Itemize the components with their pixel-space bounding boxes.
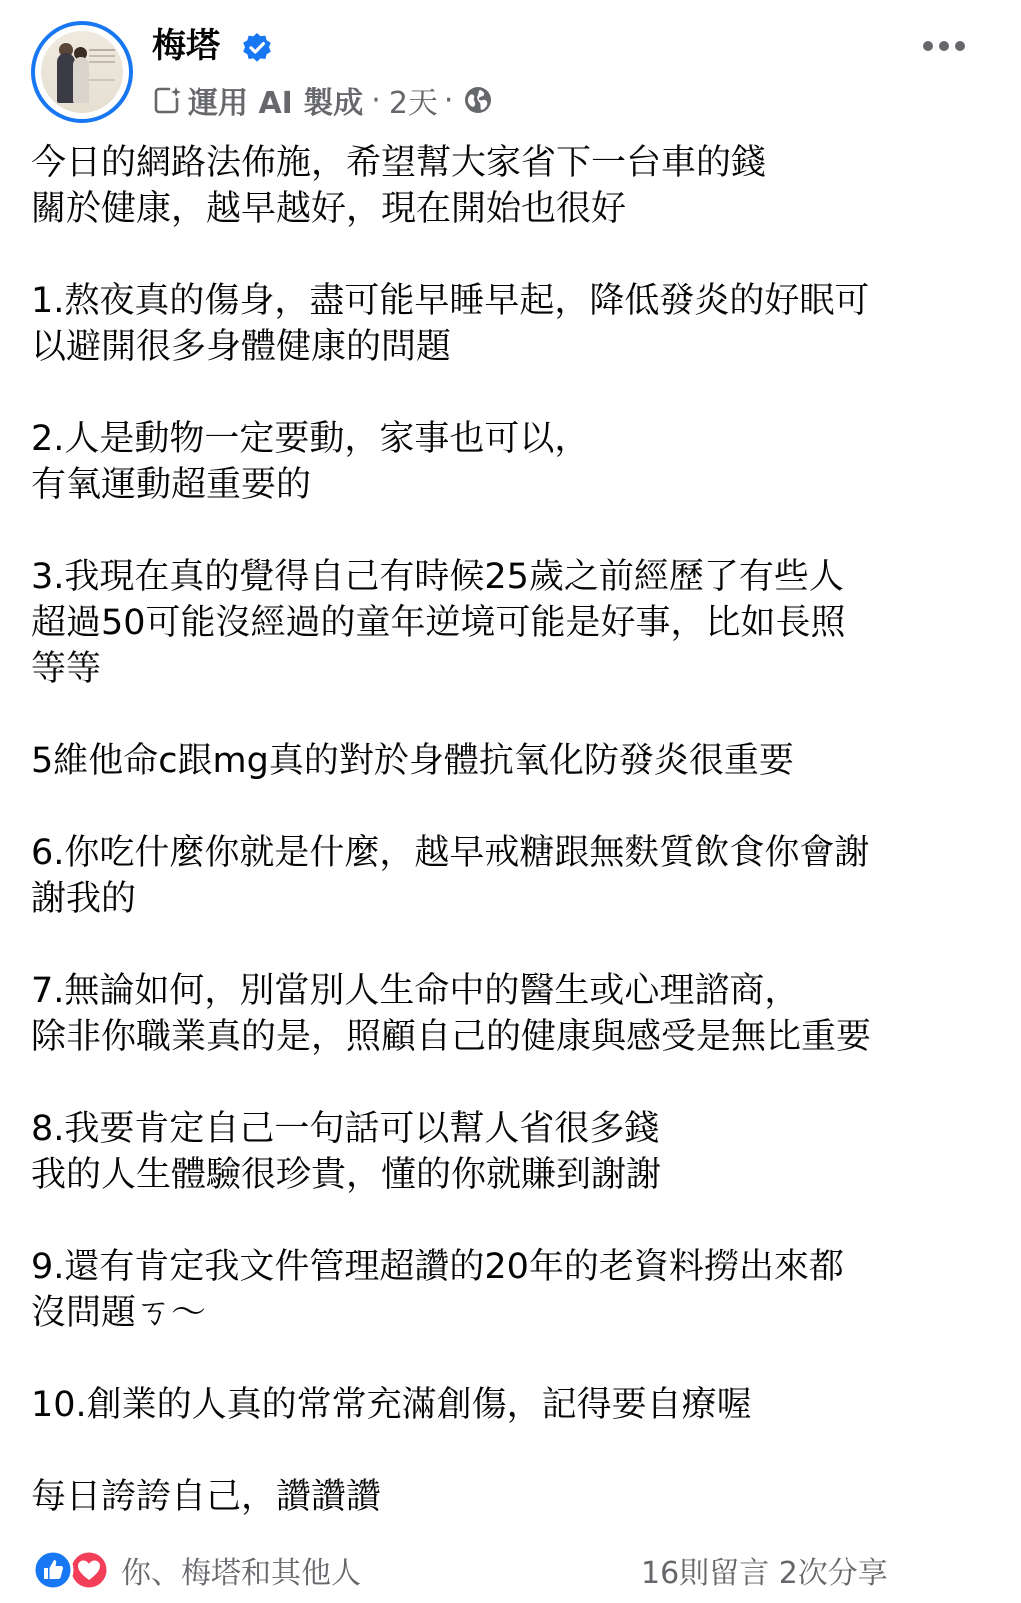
post-paragraph <box>31 830 991 922</box>
post-line: 我的人生體驗很珍貴，懂的你就賺到謝謝 <box>31 1155 662 1195</box>
post-line: 除非你職業真的是，照顧自己的健康與感受是無比重要 <box>31 1017 872 1057</box>
author-avatar[interactable] <box>31 21 133 123</box>
post-footer <box>31 1536 991 1596</box>
post-line: 有氧運動超重要的 <box>31 465 312 505</box>
post-paragraph <box>31 1106 991 1198</box>
post-line: 1.熬夜真的傷身，盡可能早睡早起，降低發炎的好眠可 <box>31 281 870 321</box>
like-reaction-icon <box>34 1551 72 1589</box>
comments-shares-count[interactable]: 16則留言 2次分享 <box>641 1556 888 1591</box>
more-options-icon[interactable] <box>920 34 968 58</box>
post-paragraph <box>31 968 991 1060</box>
post-line: 超過50可能沒經過的童年逆境可能是好事，比如長照 <box>31 603 846 643</box>
post-time[interactable]: 2天 <box>388 86 438 121</box>
post-header <box>0 0 1021 140</box>
post-line: 等等 <box>31 649 102 689</box>
post-line: 2.人是動物一定要動，家事也可以， <box>31 419 590 459</box>
post-paragraph <box>31 738 991 784</box>
meta-separator: · <box>443 82 454 118</box>
post-line: 6.你吃什麼你就是什麼，越早戒糖跟無麩質飲食你會謝 <box>31 833 870 873</box>
post-paragraph <box>31 1474 991 1520</box>
post-line: 以避開很多身體健康的問題 <box>31 327 452 367</box>
author-name[interactable]: 梅塔 <box>152 26 220 66</box>
post-line: 5維他命c跟mg真的對於身體抗氧化防發炎很重要 <box>31 741 794 781</box>
globe-icon[interactable] <box>463 85 493 115</box>
ai-content-icon <box>152 84 184 116</box>
post-meta <box>152 80 493 120</box>
post-line: 8.我要肯定自己一句話可以幫人省很多錢 <box>31 1109 660 1149</box>
avatar-photo <box>41 31 123 113</box>
post-line: 謝我的 <box>31 879 137 919</box>
verified-badge-icon <box>241 32 273 64</box>
post-paragraph <box>31 1244 991 1336</box>
post-paragraph <box>31 140 991 232</box>
post-line: 10.創業的人真的常常充滿創傷，記得要自療喔 <box>31 1385 752 1425</box>
reactions-text[interactable]: 你、梅塔和其他人 <box>121 1556 361 1591</box>
post-paragraph <box>31 1382 991 1428</box>
post-line: 7.無論如何，別當別人生命中的醫生或心理諮商， <box>31 971 800 1011</box>
meta-separator: · <box>371 82 381 118</box>
ai-label[interactable]: 運用 AI 製成 <box>188 86 364 121</box>
reactions-summary[interactable] <box>31 1548 115 1592</box>
post-line: 今日的網路法佈施，希望幫大家省下一台車的錢 <box>31 143 767 183</box>
post-paragraph <box>31 278 991 370</box>
post-paragraph <box>31 416 991 508</box>
post-line: 每日誇誇自己，讚讚讚 <box>31 1477 382 1517</box>
post-line: 關於健康，越早越好，現在開始也很好 <box>31 189 627 229</box>
post-paragraph <box>31 554 991 692</box>
post-body <box>31 140 991 1520</box>
post-line: 沒問題ㄎ～ <box>31 1293 207 1333</box>
post-line: 9.還有肯定我文件管理超讚的20年的老資料撈出來都 <box>31 1247 844 1287</box>
love-reaction-icon <box>70 1551 108 1589</box>
post-line: 3.我現在真的覺得自己有時候25歲之前經歷了有些人 <box>31 557 844 597</box>
